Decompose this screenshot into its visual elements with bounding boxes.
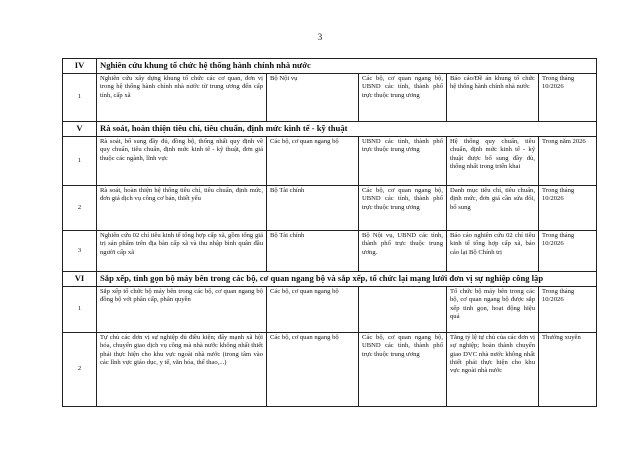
section-number: VI [63, 271, 97, 286]
coordinating-agency-cell [359, 286, 447, 332]
deadline-cell: Trong tháng 10/2026 [539, 230, 597, 271]
section-title: Sắp xếp, tinh gọn bộ máy bên trong các bộ, cơ quan ngang bộ và sắp xếp, tổ chức lại mạng lưới đơn vị sự nghiệp công lập [97, 271, 597, 286]
table-row [63, 185, 597, 230]
deadline-cell: Trong tháng 10/2026 [539, 73, 597, 121]
product-cell: Tổ chức bộ máy bên trong các bộ, cơ quan ngang bộ được sắp xếp tinh gọn, hoạt động hiệu quả [447, 286, 539, 332]
lead-agency-cell: Các bộ, cơ quan ngang bộ [267, 286, 359, 332]
task-table [62, 58, 597, 407]
product-cell: Tăng tỷ lệ tự chủ của các đơn vị sự nghiệp; hoàn thành chuyển giao DVC nhà nước không nhất thiết phải thực hiện cho khu vực ngoài nhà nước [447, 332, 539, 406]
task-cell: Rà soát, bổ sung đầy đủ, đồng bộ, thống nhất quy định về quy chuẩn, tiêu chuẩn, định mức kinh tế - kỹ thuật, đơn giá thuộc các ngành, lĩnh vực [97, 136, 267, 185]
product-cell: Báo cáo/Đề án khung tổ chức hệ thống hành chính nhà nước [447, 73, 539, 121]
task-cell: Tự chủ các đơn vị sự nghiệp đủ điều kiện; đẩy mạnh xã hội hóa, chuyển giao dịch vụ công mà nhà nước không nhất thiết phải thực hiện cho khu vực ngoài nhà nước (trong tâm vào các lĩnh vực giáo dục, y tế, văn hóa, thể thao,...) [97, 332, 267, 406]
task-cell: Nghiên cứu 02 chỉ tiêu kinh tế tổng hợp cấp xã, gồm tổng giá trị sản phẩm trên địa bàn cấp xã và thu nhập bình quân đầu người cấp xã [97, 230, 267, 271]
row-number: 3 [63, 230, 97, 271]
section-title: Nghiên cứu khung tổ chức hệ thống hành chính nhà nước [97, 59, 597, 74]
table-row [63, 286, 597, 332]
section-header-row [63, 121, 597, 136]
section-header-row [63, 59, 597, 74]
section-number: V [63, 121, 97, 136]
deadline-cell: Thường xuyên [539, 332, 597, 406]
lead-agency-cell: Bộ Nội vụ [267, 73, 359, 121]
deadline-cell: Trong tháng 10/2026 [539, 185, 597, 230]
row-number: 1 [63, 73, 97, 121]
lead-agency-cell: Bộ Tài chính [267, 230, 359, 271]
task-cell: Rà soát, hoàn thiện hệ thống tiêu chí, tiêu chuẩn, định mức, đơn giá dịch vụ công cơ bản, thiết yếu [97, 185, 267, 230]
product-cell: Danh mục tiêu chí, tiêu chuẩn, định mức, đơn giá cần sửa đổi, bổ sung [447, 185, 539, 230]
coordinating-agency-cell: UBND các tỉnh, thành phố trực thuộc trung ương [359, 136, 447, 185]
task-cell: Sắp xếp tổ chức bộ máy bên trong các bộ, cơ quan ngang bộ đồng bộ với phân cấp, phân quyền [97, 286, 267, 332]
page-number: 3 [317, 32, 323, 42]
section-title: Rà soát, hoàn thiện tiêu chí, tiêu chuẩn, định mức kinh tế - kỹ thuật [97, 121, 597, 136]
coordinating-agency-cell: Các bộ, cơ quan ngang bộ, UBND các tỉnh, thành phố trực thuộc trung ương [359, 332, 447, 406]
coordinating-agency-cell: Các bộ, cơ quan ngang bộ, UBND các tỉnh, thành phố trực thuộc trung ương [359, 73, 447, 121]
section-number: IV [63, 59, 97, 74]
table-row [63, 332, 597, 406]
section-header-row [63, 271, 597, 286]
coordinating-agency-cell: Bộ Nội vụ, UBND các tỉnh, thành phố trực thuộc trung ương. [359, 230, 447, 271]
deadline-cell: Trong năm 2026 [539, 136, 597, 185]
table-row [63, 230, 597, 271]
row-number: 2 [63, 185, 97, 230]
lead-agency-cell: Các bộ, cơ quan ngang bộ [267, 136, 359, 185]
row-number: 1 [63, 136, 97, 185]
row-number: 1 [63, 286, 97, 332]
coordinating-agency-cell: Các bộ, cơ quan ngang bộ, UBND các tỉnh, thành phố trực thuộc trung ương [359, 185, 447, 230]
product-cell: Báo cáo nghiên cứu 02 chỉ tiêu kinh tế tổng hợp cấp xã, báo cáo lại Bộ Chính trị [447, 230, 539, 271]
row-number: 2 [63, 332, 97, 406]
product-cell: Hệ thống quy chuẩn, tiêu chuẩn, định mức kinh tế - kỹ thuật được bổ sung đầy đủ, thống nhất trong triển khai [447, 136, 539, 185]
deadline-cell: Trong tháng 10/2026 [539, 286, 597, 332]
lead-agency-cell: Các bộ, cơ quan ngang bộ [267, 332, 359, 406]
task-cell: Nghiên cứu xây dựng khung tổ chức các cơ quan, đơn vị trong hệ thống hành chính nhà nước từ trung ương đến cấp tỉnh, cấp xã [97, 73, 267, 121]
table-row [63, 73, 597, 121]
table-row [63, 136, 597, 185]
lead-agency-cell: Bộ Tài chính [267, 185, 359, 230]
